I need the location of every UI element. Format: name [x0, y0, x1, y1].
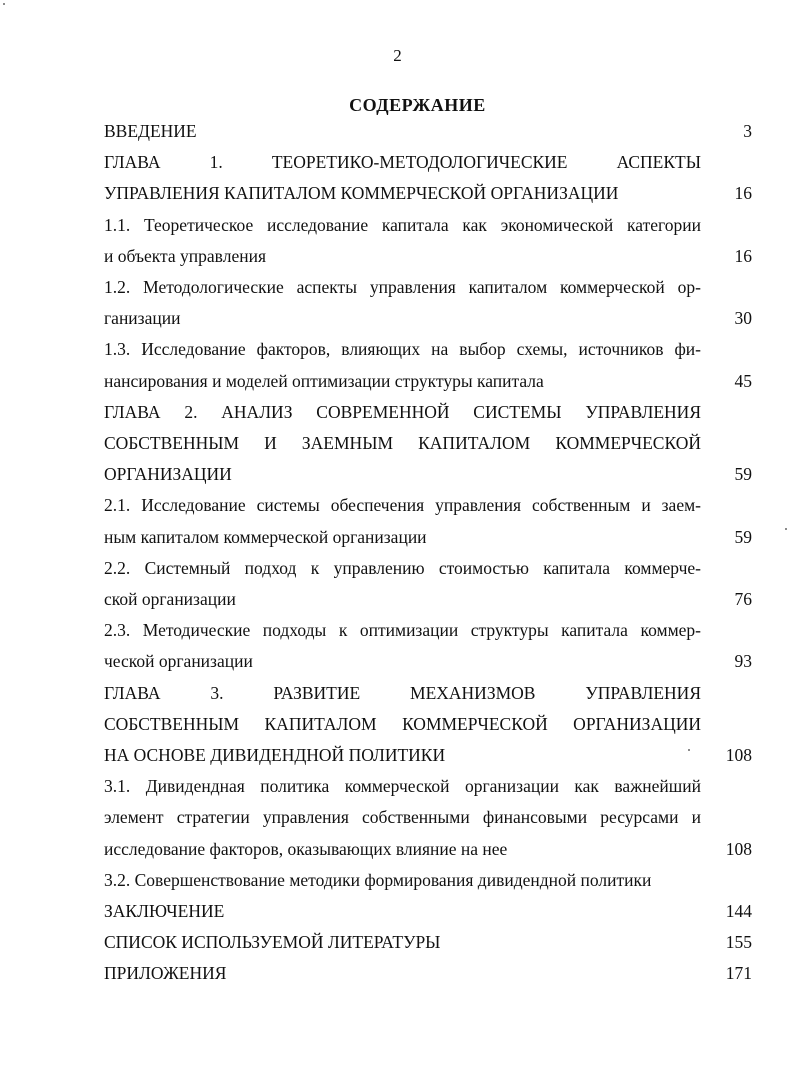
table-of-contents	[104, 116, 752, 990]
toc-entry-line: УПРАВЛЕНИЯ КАПИТАЛОМ КОММЕРЧЕСКОЙ ОРГАНИЗАЦИИ	[104, 183, 619, 204]
toc-entry-page: 108	[725, 838, 752, 859]
toc-entry-section-2-1	[104, 490, 752, 552]
toc-entry-line: элемент стратегии управления собственными финансовыми ресурсами и	[104, 807, 701, 828]
toc-entry-page: 59	[734, 464, 752, 485]
toc-entry-section-3-1	[104, 771, 752, 865]
toc-entry-line: и объекта управления	[104, 245, 266, 266]
toc-entry-chapter-2	[104, 397, 752, 491]
toc-entry-text: ВВЕДЕНИЕ	[104, 121, 197, 141]
toc-entry-page: 171	[725, 963, 752, 984]
toc-entry-line: 1.1. Теоретическое исследование капитала как экономической категории	[104, 214, 701, 235]
toc-entry-page: 59	[734, 526, 752, 547]
page-number: 2	[393, 46, 402, 65]
scan-speck	[688, 749, 690, 751]
toc-entry-page: 155	[725, 932, 752, 953]
toc-entry-line: ГЛАВА 2. АНАЛИЗ СОВРЕМЕННОЙ СИСТЕМЫ УПРАВЛЕНИЯ	[104, 401, 701, 422]
toc-entry-line: 1.3. Исследование факторов, влияющих на выбор схемы, источников фи-	[104, 339, 701, 360]
toc-entry-page: 3	[743, 121, 752, 141]
toc-entry-section-3-2	[104, 865, 752, 896]
toc-entry-page: 30	[734, 308, 752, 329]
scan-speck	[3, 3, 5, 5]
toc-entry-line: ческой организации	[104, 651, 253, 672]
toc-entry-line: 1.2. Методологические аспекты управления капиталом коммерческой ор-	[104, 277, 701, 298]
toc-entry-line: ГЛАВА 3. РАЗВИТИЕ МЕХАНИЗМОВ УПРАВЛЕНИЯ	[104, 682, 701, 703]
toc-entry-page: 16	[734, 183, 752, 204]
toc-entry-conclusion	[104, 896, 752, 927]
toc-entry-section-1-3	[104, 334, 752, 396]
toc-entry-page: 93	[734, 651, 752, 672]
toc-entry-text: ПРИЛОЖЕНИЯ	[104, 963, 227, 984]
toc-entry-section-1-2	[104, 272, 752, 334]
toc-entry-line: 2.3. Методические подходы к оптимизации структуры капитала коммер-	[104, 620, 701, 641]
toc-entry-section-1-1	[104, 210, 752, 272]
toc-title: СОДЕРЖАНИЕ	[349, 95, 486, 115]
toc-entry-line: 2.2. Системный подход к управлению стоимостью капитала коммерче-	[104, 557, 701, 578]
toc-entry-line: 2.1. Исследование системы обеспечения управления собственным и заем-	[104, 495, 701, 516]
toc-entry-page: 76	[734, 589, 752, 610]
toc-entry-line: 3.1. Дивидендная политика коммерческой организации как важнейший	[104, 776, 701, 797]
toc-entry-line: 3.2. Совершенствование методики формирования дивидендной политики	[104, 869, 652, 890]
toc-entry-chapter-1	[104, 147, 752, 209]
toc-entry-line: ганизации	[104, 308, 181, 329]
toc-entry-line: нансирования и моделей оптимизации структуры капитала	[104, 370, 544, 391]
toc-entry-page: 108	[725, 745, 752, 766]
scan-speck	[785, 528, 787, 530]
toc-entry-line: СОБСТВЕННЫМ И ЗАЕМНЫМ КАПИТАЛОМ КОММЕРЧЕСКОЙ	[104, 433, 701, 454]
toc-entry-page: 144	[725, 901, 752, 922]
toc-entry-line: ской организации	[104, 589, 236, 610]
toc-entry-page: 16	[734, 245, 752, 266]
toc-entry-introduction	[104, 116, 752, 147]
toc-entry-text: СПИСОК ИСПОЛЬЗУЕМОЙ ЛИТЕРАТУРЫ	[104, 932, 441, 953]
toc-entry-text: ЗАКЛЮЧЕНИЕ	[104, 901, 225, 922]
toc-entry-line: НА ОСНОВЕ ДИВИДЕНДНОЙ ПОЛИТИКИ	[104, 745, 446, 766]
toc-entry-section-2-3	[104, 615, 752, 677]
toc-entry-section-2-2	[104, 553, 752, 615]
toc-entry-references	[104, 927, 752, 958]
toc-entry-line: ным капиталом коммерческой организации	[104, 526, 427, 547]
toc-entry-line: СОБСТВЕННЫМ КАПИТАЛОМ КОММЕРЧЕСКОЙ ОРГАНИЗАЦИИ	[104, 713, 701, 734]
toc-entry-appendices	[104, 958, 752, 989]
toc-entry-line: ОРГАНИЗАЦИИ	[104, 464, 232, 485]
toc-entry-line: исследование факторов, оказывающих влияние на нее	[104, 838, 508, 859]
toc-entry-chapter-3	[104, 678, 752, 772]
toc-entry-page: 45	[734, 370, 752, 391]
toc-entry-line: ГЛАВА 1. ТЕОРЕТИКО-МЕТОДОЛОГИЧЕСКИЕ АСПЕКТЫ	[104, 152, 701, 173]
